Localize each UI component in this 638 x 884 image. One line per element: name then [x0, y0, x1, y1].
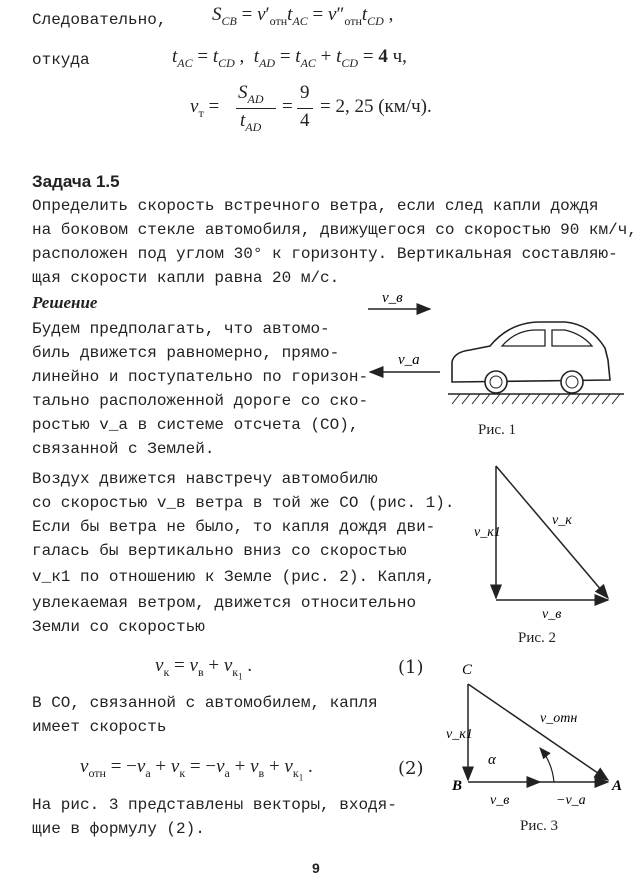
eq-sign: =: [282, 96, 293, 117]
fraction-numerator: $S_{AD}$: [238, 82, 264, 106]
problem-heading: Задача 1.5: [32, 172, 120, 191]
problem-line-1: Определить скорость встречного ветра, если след капли дождя: [32, 197, 599, 215]
fig3-point-a: A: [612, 778, 623, 794]
fig3-caption: Рис. 3: [520, 818, 559, 834]
para4-line-1: На рис. 3 представлены векторы, входя-: [32, 796, 397, 814]
para2-line-6: увлекаемая ветром, движется относительно: [32, 594, 417, 612]
para2-line-7: Земли со скоростью: [32, 618, 205, 636]
para3-line-2: имеет скорость: [32, 718, 167, 736]
formula-vt-lhs: $v_т$ =: [190, 96, 220, 120]
para1-line-1: Будем предполагать, что автомо-: [32, 320, 330, 338]
equation-2: $v_{отн} = -v_а + v_к = -v_а + v_в + v_{к_1}$ .: [80, 756, 313, 783]
para1-line-6: связанной с Землей.: [32, 440, 215, 458]
para2-line-3: Если бы ветра не было, то капля дождя дви-: [32, 518, 436, 536]
formula-result: = 2, 25 (км/ч).: [320, 96, 432, 117]
para4-line-2: щие в формулу (2).: [32, 820, 205, 838]
fig3-vertical-label: v_к1: [446, 727, 473, 742]
problem-line-2: на боковом стекле автомобиля, движущегося со скоростью 90 км/ч,: [32, 221, 637, 239]
para2-line-4: галась бы вертикально вниз со скоростью: [32, 542, 407, 560]
para1-line-2: биль движется равномерно, прямо-: [32, 344, 340, 362]
fig2-bottom-label: v_в: [542, 607, 562, 622]
fig3-point-b: B: [452, 778, 463, 794]
para1-line-4: тально расположенной дороге со ско-: [32, 392, 369, 410]
derivation-word-2: откуда: [32, 51, 90, 69]
fraction2-den: 4: [300, 110, 310, 131]
equation-1-number: (1): [398, 657, 424, 678]
para1-line-3: линейно и поступательно по горизон-: [32, 368, 369, 386]
fig1-ground: [448, 394, 624, 404]
fraction2-num: 9: [300, 82, 310, 103]
car-icon: [452, 322, 610, 393]
equation-1: $v_к = v_в + v_{к_1}$ .: [155, 655, 253, 682]
problem-line-3: расположен под углом 30° к горизонту. Вертикальная составляю-: [32, 245, 618, 263]
fig3-point-c: C: [462, 662, 473, 678]
problem-line-4: щая скорости капли равна 20 м/с.: [32, 269, 340, 287]
para2-line-5: v_к1 по отношению к Земле (рис. 2). Капля,: [32, 568, 436, 586]
fig2-hypotenuse-vector: [496, 466, 608, 598]
solution-heading: Решение: [32, 293, 98, 312]
derivation-word-1: Следовательно,: [32, 11, 167, 29]
fig3-angle-arc: [540, 748, 554, 782]
formula-times: $t_{AC} = t_{CD}$ , $t_{AD} = t_{AC} + t_{CD} = 4$ ч,: [172, 46, 407, 70]
para1-line-5: ростью v_а в системе отсчета (СО),: [32, 416, 359, 434]
fraction-denominator: $t_{AD}$: [240, 110, 262, 134]
fig1-caption: Рис. 1: [478, 422, 517, 438]
formula-scb: $S_{CB} = v'_{отн}t_{AC} = v''_{отн}t_{CD}$ ,: [212, 4, 394, 28]
fig3-hyp-label: v_отн: [540, 711, 578, 726]
fig3-angle-label: α: [488, 752, 496, 768]
para2-line-2: со скоростью v_в ветра в той же СО (рис. 1).: [32, 494, 455, 512]
fig3-car-label: −v_а: [556, 793, 586, 808]
para3-line-1: В СО, связанной с автомобилем, капля: [32, 694, 378, 712]
fig3-wind-label: v_в: [490, 793, 510, 808]
fig2-caption: Рис. 2: [518, 630, 557, 646]
equation-2-number: (2): [398, 758, 424, 779]
fig2-vertical-label: v_к1: [474, 525, 501, 540]
fig1-car-label: v_а: [398, 352, 420, 368]
fig2-hyp-label: v_к: [552, 513, 572, 528]
para2-line-1: Воздух движется навстречу автомобилю: [32, 470, 378, 488]
page-number: 9: [312, 860, 320, 876]
fig1-wind-label: v_в: [382, 290, 403, 306]
